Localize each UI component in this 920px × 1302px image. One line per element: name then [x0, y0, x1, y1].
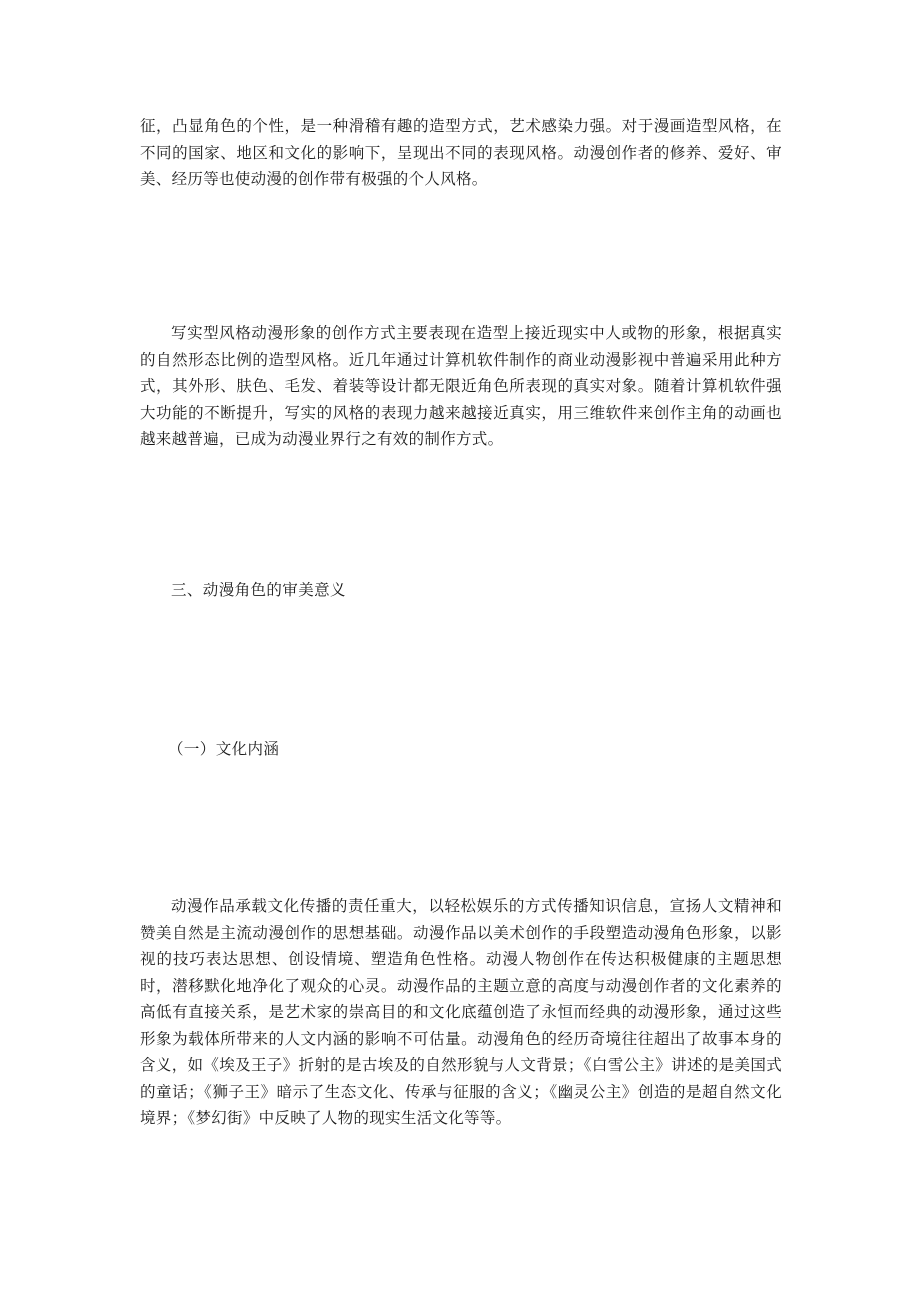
- body-paragraph: 动漫作品承载文化传播的责任重大，以轻松娱乐的方式传播知识信息，宣扬人文精神和赞美自然是主流动漫创作的思想基础。动漫作品以美术创作的手段塑造动漫角色形象，以影视的技巧表达思想、创设情境、塑造角色性格。动漫人物创作在传达积极健康的主题思想时，潜移默化地净化了观众的心灵。动漫作品的主题立意的高度与动漫创作者的文化素养的高低有直接关系，是艺术家的崇高目的和文化底蕴创造了永恒而经典的动漫形象，通过这些形象为载体所带来的人文内涵的影响不可估量。动漫角色的经历奇境往往超出了故事本身的含义，如《埃及王子》折射的是古埃及的自然形貌与人文背景；《白雪公主》讲述的是美国式的童话；《狮子王》暗示了生态文化、传承与征服的含义；《幽灵公主》创造的是超自然文化境界；《梦幻街》中反映了人物的现实生活文化等等。: [140, 897, 782, 1127]
- subsection-heading: （一）文化内涵: [168, 740, 280, 758]
- body-paragraph: 征，凸显角色的个性，是一种滑稽有趣的造型方式，艺术感染力强。对于漫画造型风格，在不同的国家、地区和文化的影响下，呈现出不同的表现风格。动漫创作者的修养、爱好、审美、经历等也使动漫的创作带有极强的个人风格。: [140, 117, 782, 188]
- section-heading: 三、动漫角色的审美意义: [171, 581, 346, 599]
- body-paragraph: 写实型风格动漫形象的创作方式主要表现在造型上接近现实中人或物的形象，根据真实的自然形态比例的造型风格。近几年通过计算机软件制作的商业动漫影视中普遍采用此种方式，其外形、肤色、毛发、着装等设计都无限近角色所表现的真实对象。随着计算机软件强大功能的不断提升，写实的风格的表现力越来越接近真实，用三维软件来创作主角的动画也越来越普遍，已成为动漫业界行之有效的制作方式。: [140, 324, 782, 448]
